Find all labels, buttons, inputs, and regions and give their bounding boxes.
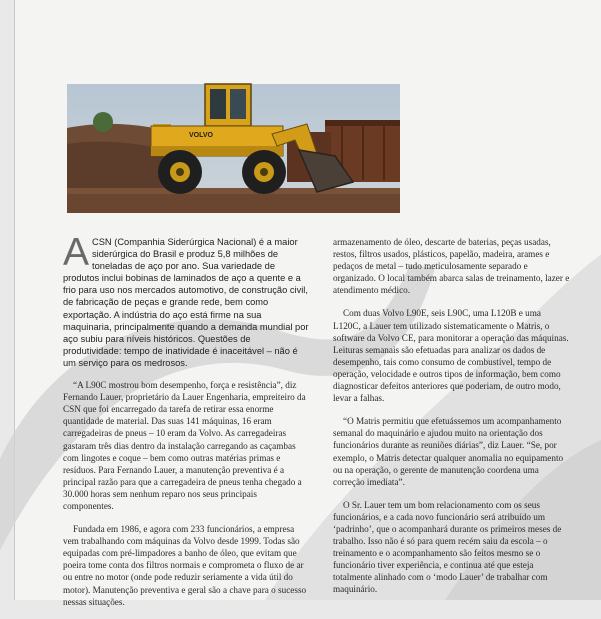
magazine-page [14, 0, 601, 607]
lead-text: CSN (Companhia Siderúrgica Nacional) é a maior siderúrgica do Brasil e produz 5,8 milhões de toneladas de aço por ano. Sua variedade de produtos inclui bobinas de laminados de aço a quente e a frio para uso nos mercados automotivo, de construção civil, de fabricação de peças e grande rede, bem como exportação. A indústria do aço está firme na sua maquinaria, principalmente quando a demanda mundial por aço subiu para níveis históricos. Questões de produtividade: tempo de inatividade é inaceitável – não é um serviço para os medrosos. [63, 237, 309, 368]
body-paragraph: Fundada em 1986, e agora com 233 funcionários, a empresa vem trabalhando com máquinas da Volvo desde 1999. Todas são equipadas com pré-limpadores a banho de óleo, que evitam que poeira tome conta dos filtros normais e comprometa o fluxo de ar ou entre no motor (onde pode reduzir seriamente a vida útil do motor). Manutenção preventiva e geral são a chave para o sucesso nessas situações. [63, 524, 307, 607]
volvo-logo-text: VOLVO [189, 132, 213, 139]
article-lead [63, 231, 309, 369]
left-column [63, 231, 309, 619]
body-paragraph: Com duas Volvo L90E, seis L90C, uma L120B e uma L120C, a Lauer tem utilizado sistematicamente o Matris, o software da Volvo CE, para monitorar a operação das máquinas. Leituras semanais são efetuadas para analizar os dados de desempenho, tais como consumo de combustível, tempo de operação, velocidade e outros tipos de informação, bem como diagnosticar defeitos anteriores que poderiam, de outro modo, levar a falhas. [333, 308, 569, 404]
body-paragraph: “A L90C mostrou bom desempenho, força e resistência”, diz Fernando Lauer, proprietário da Lauer Engenharia, empreiteiro da CSN que foi encarregado da tarefa de retirar essa enorme quantidade de material. Das suas 141 máquinas, 16 eram carregadeiras de pneus – 10 eram da Volvo. As carregadeiras gastaram três dias dentro da instalação carregando as caçambas com lingotes e coque – bem como outras matérias primas e resíduos. Para Fernando Lauer, a manutenção preventiva é a principal razão para que a carregadeira de pneus tenha chegado a 30.000 horas sem nenhum reparo nos seus principais componentes. [63, 380, 306, 511]
right-column [333, 236, 571, 607]
body-paragraph: “O Matris permitiu que efetuássemos um acompanhamento semanal do maquinário e ajudou muito na orientação dos funcionários durante as reuniões diárias”, diz Lauer. “Se, por exemplo, o Matris detectar qualquer anomalia no equipamento ou na operação, o gerente de manutenção coordena uma correção imediata”. [333, 416, 564, 487]
drop-cap: A [63, 231, 90, 274]
wheel-loader-photo [67, 84, 400, 213]
body-paragraph: armazenamento de óleo, descarte de baterias, peças usadas, restos, filtros usados, plásticos, papelão, madeira, arames e pedaços de metal – tudo meticulosamente separado e organizado. O local também abarca salas de treinamento, lazer e atendimento médico. [333, 237, 570, 296]
body-paragraph: O Sr. Lauer tem um bom relacionamento com os seus funcionários, e a cada novo funcionário será atribuído um ‘padrinho’, que o acompanhará durante os primeiros meses de trabalho. Isso não é só para quem recém saiu da escola – o treinamento e o acompanhamento são feitos mesmo se o funcionário tiver experiência, e continua até que esteja totalmente alinhado com o ‘modo Lauer’ de trabalhar com maquinário. [333, 499, 562, 595]
